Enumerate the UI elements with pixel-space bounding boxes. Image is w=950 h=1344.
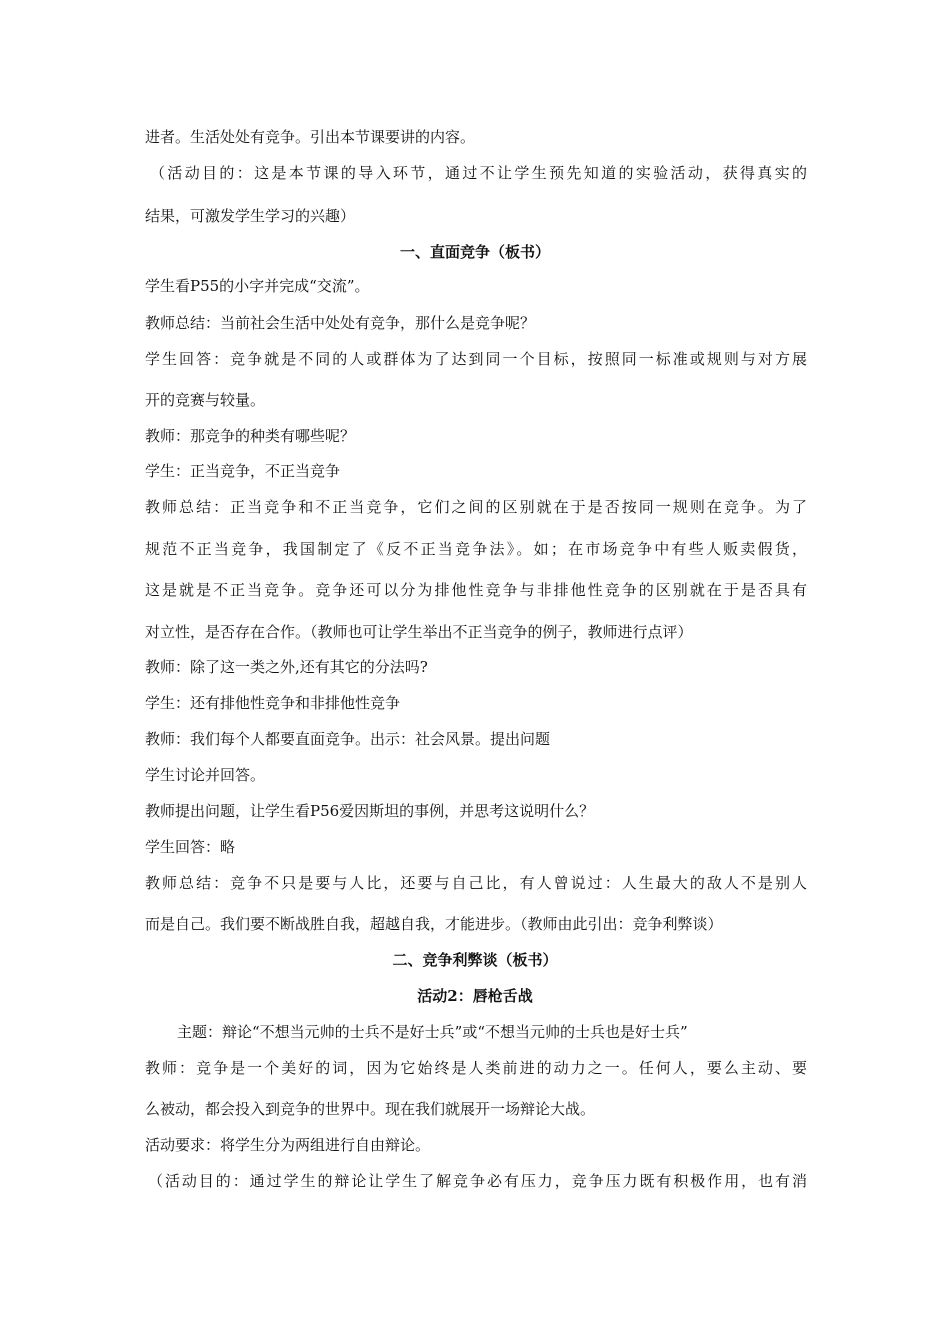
activity-purpose-line: （活动目的：通过学生的辩论让学生了解竞争必有压力，竞争压力既有积极作用，也有消 — [148, 1172, 807, 1190]
debate-topic-line: 主题：辩论“不想当元帅的士兵不是好士兵”或“不想当元帅的士兵也是好士兵” — [177, 1023, 688, 1041]
activity-purpose-line: （活动目的：这是本节课的导入环节，通过不让学生预先知道的实验活动，获得真实的 — [150, 164, 807, 182]
paragraph-line: 学生回答：竞争就是不同的人或群体为了达到同一个目标，按照同一标准或规则与对方展 — [145, 350, 807, 368]
paragraph-line: 学生：还有排他性竞争和非排他性竞争 — [145, 694, 401, 712]
paragraph-line: 教师：竞争是一个美好的词，因为它始终是人类前进的动力之一。任何人，要么主动、要 — [145, 1059, 807, 1077]
paragraph-line: 教师总结：正当竞争和不正当竞争，它们之间的区别就在于是否按同一规则在竞争。为了 — [145, 498, 807, 516]
paragraph-line: 教师提出问题，让学生看P56爱因斯坦的事例，并思考这说明什么？ — [145, 802, 595, 820]
paragraph-line: 学生回答：略 — [145, 838, 236, 856]
paragraph-line: 进者。生活处处有竞争。引出本节课要讲的内容。 — [145, 128, 476, 146]
paragraph-line: 学生看P55的小字并完成“交流”。 — [145, 277, 370, 295]
paragraph-line: 教师：除了这一类之外,还有其它的分法吗? — [145, 658, 428, 676]
paragraph-line: 学生：正当竞争，不正当竞争 — [145, 462, 341, 480]
paragraph-line: 开的竞赛与较量。 — [145, 391, 266, 409]
paragraph-line: 教师：那竞争的种类有哪些呢？ — [145, 427, 356, 445]
paragraph-line: 对立性，是否存在合作。（教师也可让学生举出不正当竞争的例子，教师进行点评） — [145, 623, 693, 641]
paragraph-line: 教师：我们每个人都要直面竞争。出示：社会风景。提出问题 — [145, 730, 551, 748]
section-heading: 一、直面竞争（板书） — [399, 243, 550, 261]
paragraph-line: 规范不正当竞争，我国制定了《反不正当竞争法》。如；在市场竞争中有些人贩卖假货， — [145, 540, 807, 558]
activity-heading: 活动2：唇枪舌战 — [417, 987, 533, 1005]
paragraph-line: 教师总结：竞争不只是要与人比，还要与自己比，有人曾说过：人生最大的敌人不是别人 — [145, 874, 807, 892]
paragraph-line: 活动要求：将学生分为两组进行自由辩论。 — [145, 1136, 431, 1154]
paragraph-line: 这是就是不正当竞争。竞争还可以分为排他性竞争与非排他性竞争的区别就在于是否具有 — [145, 581, 807, 599]
paragraph-line: 么被动，都会投入到竞争的世界中。现在我们就展开一场辩论大战。 — [145, 1100, 596, 1118]
paragraph-line: 而是自己。我们要不断战胜自我，超越自我，才能进步。（教师由此引出：竞争利弊谈） — [145, 915, 723, 933]
paragraph-line: 学生讨论并回答。 — [145, 766, 266, 784]
activity-purpose-line: 结果，可激发学生学习的兴趣） — [145, 207, 356, 225]
section-heading: 二、竞争利弊谈（板书） — [392, 951, 558, 969]
paragraph-line: 教师总结：当前社会生活中处处有竞争，那什么是竞争呢？ — [145, 314, 536, 332]
